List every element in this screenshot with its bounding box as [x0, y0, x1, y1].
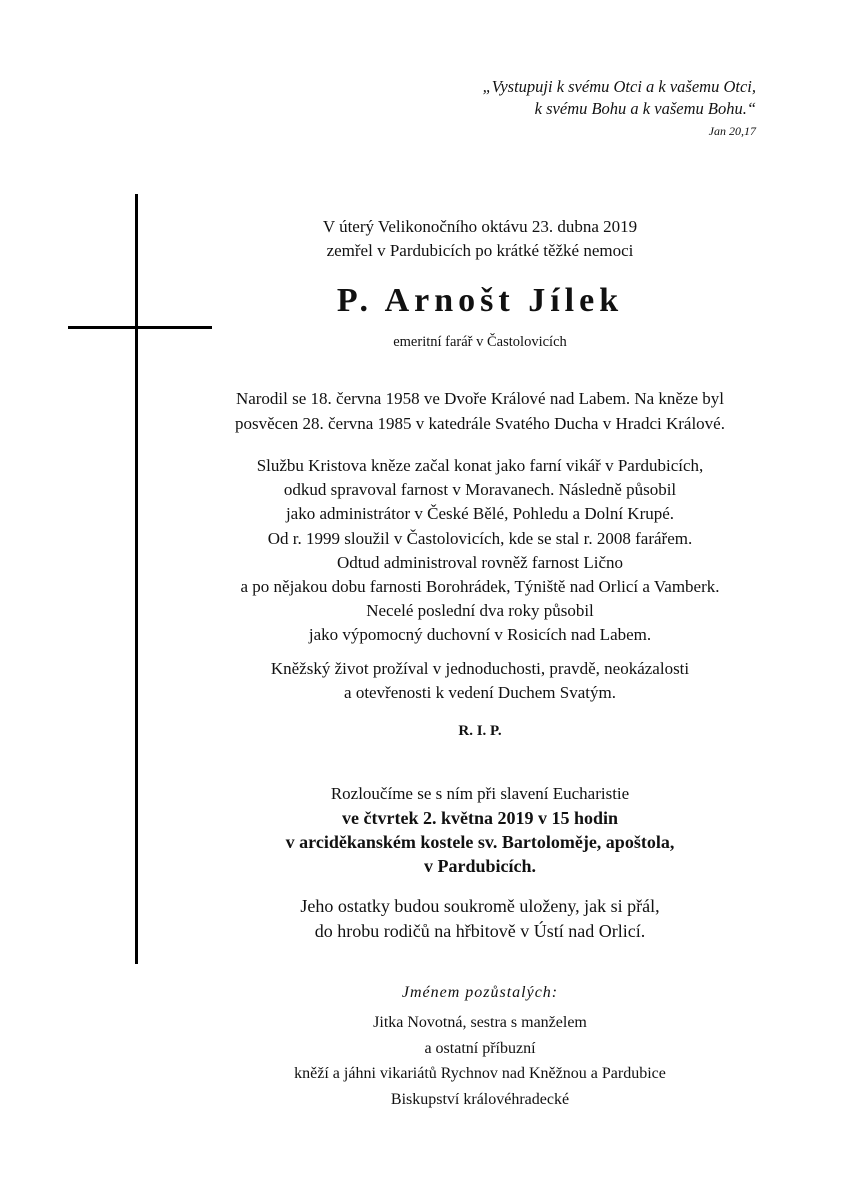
funeral-date: ve čtvrtek 2. května 2019 v 15 hodin — [342, 808, 618, 828]
mourner-line: Biskupství královéhradecké — [390, 1090, 570, 1108]
cross-horizontal-bar — [68, 326, 212, 329]
intro-line: zemřel v Pardubicích po krátké těžké nemoci — [326, 241, 634, 260]
biography-line: a otevřenosti k vedení Duchem Svatým. — [344, 683, 616, 702]
funeral-place: v arciděkanském kostele sv. Bartoloměje, apoštola, — [285, 832, 675, 852]
cross-vertical-bar — [135, 194, 138, 964]
biography-line: Službu Kristova kněze začal konat jako farní vikář v Pardubicích, — [256, 456, 704, 475]
deceased-name: P. Arnošt Jílek — [336, 282, 624, 319]
biography-paragraph-1 — [190, 386, 770, 436]
burial-line: do hrobu rodičů na hřbitově v Ústí nad Orlicí. — [314, 921, 646, 941]
burial-line: Jeho ostatky budou soukromě uloženy, jak si přál, — [300, 896, 660, 916]
quote-line: „Vystupuji k svému Otci a k vašemu Otci, — [482, 77, 756, 96]
biography-paragraph-3 — [190, 657, 770, 705]
mourners-list — [190, 1010, 770, 1112]
rip-text: R. I. P. — [458, 723, 502, 739]
mourner-line: a ostatní příbuzní — [424, 1039, 536, 1057]
biography-line: jako výpomocný duchovní v Rosicích nad Labem. — [308, 625, 652, 645]
quote-reference: Jan 20,17 — [708, 124, 756, 138]
funeral-intro: Rozloučíme se s ním při slavení Eucharistie — [330, 784, 630, 803]
funeral-details — [190, 782, 770, 878]
intro-line: V úterý Velikonočního oktávu 23. dubna 2019 — [322, 217, 638, 236]
biography-line: a po nějakou dobu farnosti Borohrádek, Týniště nad Orlicí a Vamberk. — [240, 577, 720, 597]
bible-quote — [483, 76, 756, 140]
biography-line: jako administrátor v České Bělé, Pohledu a Dolní Krupé. — [285, 504, 675, 524]
deceased-role: emeritní farář v Častolovicích — [393, 334, 567, 350]
biography-line: posvěcen 28. června 1985 v katedrále Svatého Ducha v Hradci Králové. — [235, 414, 725, 433]
biography-line: Necelé poslední dva roky působil — [366, 601, 594, 621]
biography-line: odkud spravoval farnost v Moravanech. Následně působil — [283, 480, 677, 500]
mourner-line: Jitka Novotná, sestra s manželem — [373, 1014, 587, 1031]
burial-note — [190, 894, 770, 944]
biography-line: Narodil se 18. června 1958 ve Dvoře Králové nad Labem. Na kněze byl — [235, 389, 725, 408]
quote-line: k svému Bohu a k vašemu Bohu.“ — [534, 99, 756, 118]
biography-line: Kněžský život prožíval v jednoduchosti, pravdě, neokázalosti — [270, 659, 690, 678]
biography-line: Od r. 1999 sloužil v Častolovicích, kde se stal r. 2008 farářem. — [267, 528, 693, 548]
on-behalf-heading: Jménem pozůstalých: — [401, 984, 559, 1001]
biography-line: Odtud administroval rovněž farnost Lično — [336, 552, 624, 572]
biography-paragraph-2 — [190, 454, 770, 648]
death-announcement — [190, 215, 770, 263]
mourner-line: kněží a jáhni vikariátů Rychnov nad Kněžnou a Pardubice — [294, 1065, 666, 1082]
funeral-town: v Pardubicích. — [423, 856, 536, 876]
